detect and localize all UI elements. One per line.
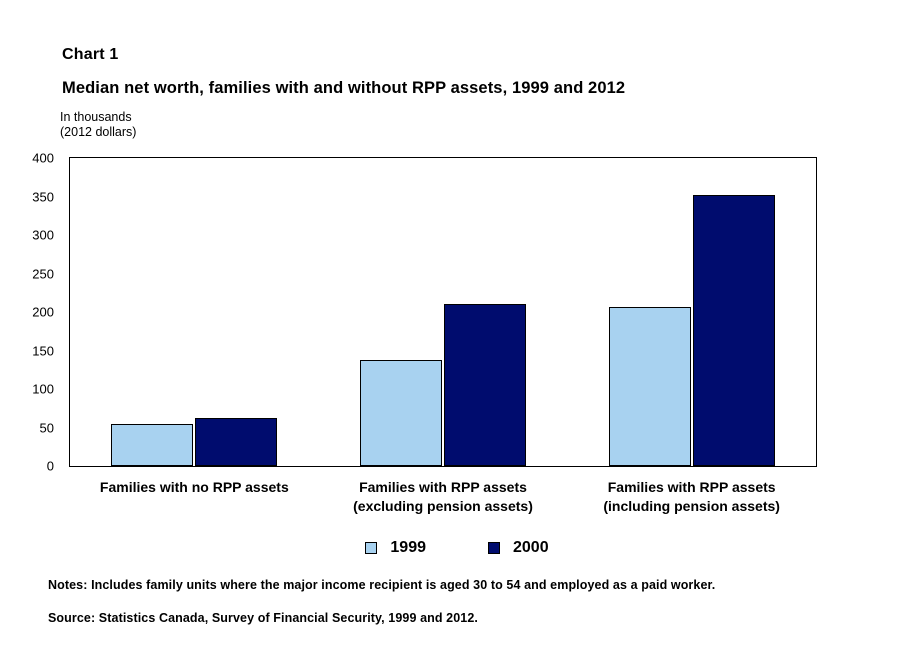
bar-1999-cat1: [360, 360, 442, 466]
plot-area: [69, 157, 817, 467]
legend-swatch-icon: [365, 542, 377, 554]
y-axis-tick: 200: [32, 304, 54, 320]
category-label-line: Families with RPP assets: [607, 479, 776, 495]
source-text: Source: Statistics Canada, Survey of Financial Security, 1999 and 2012.: [48, 611, 478, 625]
y-axis-tick: 0: [46, 458, 54, 474]
chart-number: Chart 1: [62, 46, 119, 63]
legend-item-1999: [365, 539, 426, 557]
category-labels: [0, 478, 914, 534]
bars-layer: [70, 158, 816, 466]
legend-label: 2000: [513, 539, 549, 556]
legend-item-2000: [488, 539, 549, 557]
bar-2000-cat2: [693, 195, 775, 466]
category-label-2: [532, 478, 852, 516]
bar-2000-cat1: [444, 304, 526, 466]
y-axis-labels: [0, 149, 62, 475]
legend-swatch-icon: [488, 542, 500, 554]
notes-text: Notes: Includes family units where the major income recipient is aged 30 to 54 and employed as a paid worker.: [48, 578, 716, 592]
y-axis-tick: 100: [32, 381, 54, 397]
axis-unit-line-1: In thousands: [60, 110, 132, 124]
axis-unit-line-2: (2012 dollars): [60, 125, 137, 139]
page-title: Median net worth, families with and without RPP assets, 1999 and 2012: [62, 79, 626, 97]
y-axis-tick: 50: [39, 420, 54, 435]
bar-1999-cat0: [111, 424, 193, 466]
y-axis-tick: 300: [32, 227, 54, 243]
category-label-line: (including pension assets): [603, 498, 780, 514]
category-label-line: Families with no RPP assets: [99, 479, 289, 495]
y-axis-tick: 350: [32, 189, 54, 204]
bar-1999-cat2: [609, 307, 691, 466]
legend: [0, 533, 914, 563]
category-label-line: Families with RPP assets: [359, 479, 527, 495]
y-axis-tick: 150: [32, 343, 54, 358]
bar-2000-cat0: [195, 418, 277, 467]
y-axis-tick: 400: [32, 150, 54, 166]
y-axis-tick: 250: [32, 266, 54, 281]
axis-unit-label: [60, 110, 136, 140]
legend-label: 1999: [390, 539, 426, 556]
category-label-line: (excluding pension assets): [353, 498, 533, 514]
